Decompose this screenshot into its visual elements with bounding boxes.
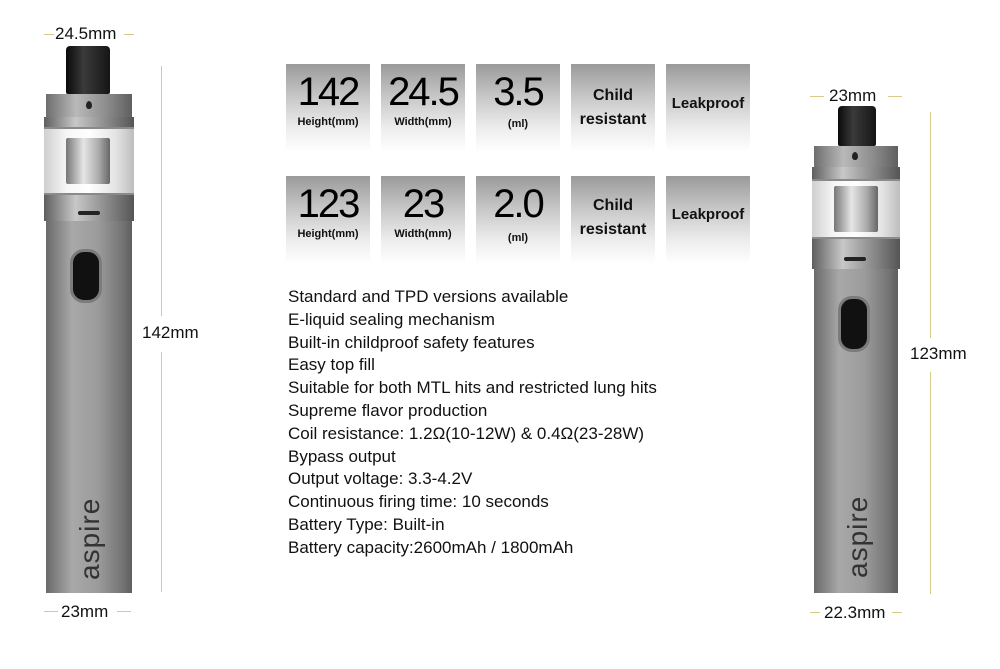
left-height-label: 142mm (142, 323, 199, 342)
left-bottom-width-label: 23mm (61, 602, 109, 621)
spec-tile-height (286, 176, 370, 264)
right-top-dimension-line-left (810, 96, 824, 97)
spec-word-line2: resistant (579, 111, 647, 128)
spec-tile-capacity (476, 176, 560, 264)
right-drop-icon (852, 152, 858, 160)
left-top-dimension-line-left (44, 34, 54, 35)
spec-value: 24.5 (388, 70, 458, 114)
spec-unit: (ml) (507, 118, 529, 130)
spec-value: 123 (297, 182, 359, 226)
spec-value: 3.5 (493, 70, 543, 114)
feature-item: Standard and TPD versions available (288, 287, 569, 306)
left-top-dimension-line-right (124, 34, 134, 35)
feature-item: Battery capacity:2600mAh / 1800mAh (288, 537, 574, 557)
left-upper-ring (44, 117, 134, 127)
right-height-line-top (930, 112, 931, 338)
spec-tile-leakproof (666, 64, 750, 152)
spec-word-line2: resistant (579, 221, 647, 238)
left-height-line-bottom (161, 352, 162, 592)
feature-item: Bypass output (288, 446, 396, 466)
feature-item: Battery Type: Built-in (288, 514, 445, 534)
spec-unit: (ml) (507, 232, 529, 244)
right-top-width-label: 23mm (829, 86, 877, 105)
feature-item: Easy top fill (288, 355, 375, 375)
spec-tile-height (286, 64, 370, 152)
right-coil (834, 186, 878, 232)
spec-tile-leakproof (666, 176, 750, 264)
feature-item: Coil resistance: 1.2Ω(10-12W) & 0.4Ω(23-28W) (288, 423, 645, 443)
spec-value: 23 (402, 182, 444, 226)
left-aspire-logo: aspire (74, 497, 105, 580)
spec-word-line1: Leakproof (671, 206, 745, 223)
left-coil (66, 138, 110, 184)
spec-tile-width (381, 176, 465, 264)
right-upper-ring (812, 167, 900, 179)
spec-unit: Height(mm) (297, 228, 359, 240)
left-bottom-dimension-line-left (44, 611, 58, 612)
feature-item: Built-in childproof safety features (288, 332, 535, 352)
right-fire-button (838, 296, 870, 352)
feature-list (288, 286, 657, 560)
feature-item: Output voltage: 3.3-4.2V (288, 469, 473, 489)
left-fire-button (70, 249, 102, 303)
right-mouthpiece (838, 106, 876, 146)
spec-tile-child-resistant (571, 176, 655, 264)
spec-value: 2.0 (493, 182, 543, 226)
spec-value: 142 (297, 70, 359, 114)
spec-tile-child-resistant (571, 64, 655, 152)
right-top-dimension-line-right (888, 96, 902, 97)
feature-item: Continuous firing time: 10 seconds (288, 492, 549, 512)
spec-word-line1: Leakproof (671, 95, 745, 112)
feature-item: E-liquid sealing mechanism (288, 309, 495, 329)
spec-tile-width (381, 64, 465, 152)
left-top-width-label: 24.5mm (55, 24, 117, 43)
right-airflow-slot (844, 257, 866, 261)
right-lower-ring (812, 239, 900, 269)
right-height-line-bottom (930, 372, 931, 594)
right-bottom-width-label: 22.3mm (824, 603, 886, 622)
left-airflow-slot (78, 211, 100, 215)
spec-unit: Width(mm) (394, 116, 452, 128)
right-height-label: 123mm (910, 344, 967, 363)
left-mouthpiece (66, 46, 110, 94)
left-height-line-top (161, 66, 162, 316)
spec-word-line1: Child (593, 87, 633, 104)
feature-item: Suitable for both MTL hits and restricted lung hits (288, 378, 657, 398)
right-aspire-logo: aspire (842, 495, 873, 578)
right-bottom-dimension-line-left (810, 612, 820, 613)
left-lower-ring (44, 195, 134, 221)
left-bottom-dimension-line-right (117, 611, 131, 612)
right-bottom-dimension-line-right (892, 612, 902, 613)
spec-unit: Height(mm) (297, 116, 359, 128)
spec-unit: Width(mm) (394, 228, 452, 240)
spec-tile-capacity (476, 64, 560, 152)
spec-word-line1: Child (593, 197, 633, 214)
left-drop-icon (86, 101, 92, 109)
feature-item: Supreme flavor production (288, 400, 488, 420)
